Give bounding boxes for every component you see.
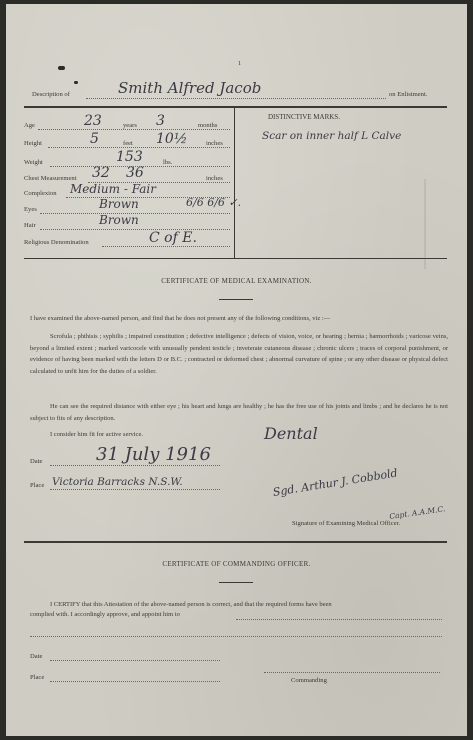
- commanding-place-line: [50, 681, 220, 682]
- medical-date-value: 31 July 1916: [96, 444, 211, 465]
- height-inches: 10½: [156, 131, 188, 147]
- medical-date-line: [50, 465, 220, 466]
- medical-intro: I have examined the above-named person, and find that he does not present any of the following conditions, viz :—: [30, 315, 331, 322]
- medical-heading: CERTIFICATE OF MEDICAL EXAMINATION.: [161, 277, 312, 285]
- ink-blot: [58, 66, 65, 70]
- page-number: 1: [238, 60, 242, 67]
- eyes-label: Eyes: [24, 206, 37, 213]
- religion-value: C of E.: [149, 230, 197, 246]
- chest-min: 32: [92, 165, 110, 181]
- box-top-rule: [24, 106, 447, 108]
- description-name: Smith Alfred Jacob: [118, 79, 262, 97]
- commanding-text-line2: complied with. I accordingly approve, and appoint him to: [30, 611, 180, 618]
- medical-officer-rank: Capt. A.A.M.C.: [388, 504, 446, 521]
- medical-note: Dental: [264, 424, 318, 443]
- ink-blot: [74, 81, 78, 84]
- attestation-page: [6, 4, 467, 736]
- months-label: months: [198, 122, 218, 129]
- hair-value: Brown: [99, 213, 139, 227]
- medical-heading-rule: [219, 299, 253, 300]
- height-feet: 5: [90, 131, 99, 147]
- feet-label: feet: [123, 140, 133, 147]
- on-enlistment-label: on Enlistment.: [389, 91, 428, 98]
- marks-value: Scar on inner half L Calve: [262, 130, 402, 142]
- medical-fit: I consider him fit for active service.: [50, 431, 143, 438]
- box-bottom-rule: [24, 258, 447, 259]
- age-years: 23: [84, 113, 102, 129]
- commanding-place-label: Place: [30, 674, 45, 681]
- religion-label: Religious Denomination: [24, 239, 89, 246]
- commanding-heading-rule: [219, 582, 253, 583]
- lbs-label: lbs.: [163, 159, 173, 166]
- hair-line: [40, 229, 230, 230]
- commanding-date-line: [50, 660, 220, 661]
- complexion-value: Medium - Fair: [70, 182, 156, 196]
- eyes-value: Brown: [99, 197, 139, 211]
- age-label: Age: [24, 122, 35, 129]
- commanding-text-line1: I CERTIFY that this Attestation of the above-named person is correct, and that the required forms have been: [50, 601, 332, 608]
- medical-place-label: Place: [30, 482, 45, 489]
- religion-line: [102, 246, 230, 247]
- weight-value: 153: [116, 149, 143, 165]
- marks-heading: DISTINCTIVE MARKS.: [268, 113, 340, 121]
- commanding-label: Commanding: [291, 677, 327, 684]
- chest-inches-label: inches: [206, 175, 223, 182]
- chest-label: Chest Measurement: [24, 175, 77, 182]
- hair-label: Hair: [24, 222, 36, 229]
- box-divider: [234, 108, 235, 258]
- medical-officer-signature: Sgd. Arthur J. Cobbold: [271, 466, 399, 499]
- height-line: [48, 147, 230, 148]
- description-label: Description of: [32, 91, 70, 98]
- weight-label: Weight: [24, 159, 43, 166]
- inches-label: inches: [206, 140, 223, 147]
- commanding-signature-line: [264, 672, 440, 673]
- medical-conditions: Scrofula ; phthisis ; syphilis ; impaired constitution ; defective intelligence ; defects of vision, voice, or hearing ; hernia ; hæmorrhoids ; varicose veins, beyond a limited extent ; marked varicocele with unusually pendent testicle ; inveterate cutaneous disease ; chronic ulcers ; traces of corporal punishment, or evidence of having been marked with the letters D or B.C. ; contracted or deformed chest ; abnormal curvature of spine ; or any other disease or physical defect calculated to unfit him for the duties of a soldier.: [30, 333, 448, 375]
- medical-sight: He can see the required distance with either eye ; his heart and lungs are healthy ; he has the free use of his joints and limbs ; and he declares he is not subject to fits of any description.: [30, 403, 448, 422]
- age-months: 3: [156, 113, 165, 129]
- chest-max: 36: [126, 165, 144, 181]
- years-label: years: [123, 122, 137, 129]
- description-line: [86, 98, 386, 99]
- medical-signature-caption: Signature of Examining Medical Officer.: [292, 520, 401, 527]
- medical-place-value: Victoria Barracks N.S.W.: [52, 476, 183, 488]
- appoint-line: [236, 619, 442, 620]
- age-line: [38, 129, 230, 130]
- bleed-through-shadow: [424, 179, 466, 269]
- eyes-vision: 6/6 6/6 ✓.: [186, 196, 242, 209]
- complexion-label: Complexion: [24, 190, 57, 197]
- commanding-top-rule: [24, 541, 447, 543]
- commanding-date-label: Date: [30, 653, 43, 660]
- medical-place-line: [50, 489, 220, 490]
- commanding-heading: CERTIFICATE OF COMMANDING OFFICER.: [162, 560, 311, 568]
- height-label: Height: [24, 140, 42, 147]
- medical-date-label: Date: [30, 458, 43, 465]
- appoint-line-2: [30, 636, 442, 637]
